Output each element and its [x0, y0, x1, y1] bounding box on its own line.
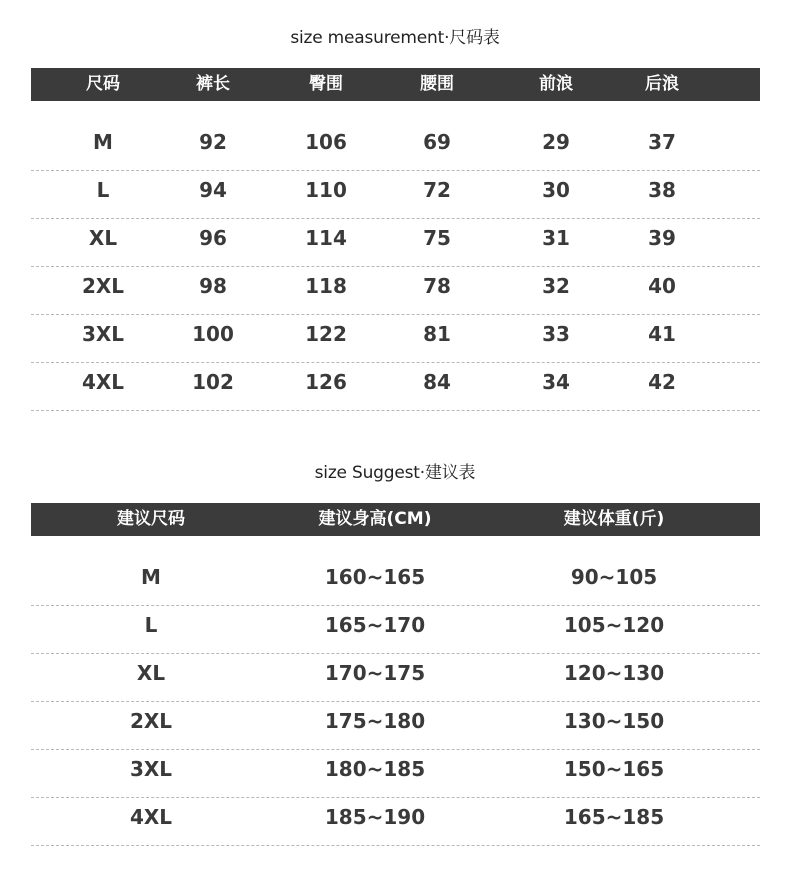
measurement-table-cell: 30 [542, 178, 570, 202]
suggest-table-cell: 3XL [129, 757, 173, 781]
measurement-table-title: size measurement·尺码表 [290, 28, 500, 48]
measurement-table-cell: M [93, 130, 113, 154]
suggest-table-cell: 4XL [129, 805, 173, 829]
suggest-table-cell: 160~165 [324, 565, 426, 589]
suggest-table-cell: 2XL [129, 709, 173, 733]
measurement-table-cell: 3XL [81, 322, 125, 346]
measurement-header-cell: 臀围 [309, 74, 343, 94]
measurement-table-cell: 39 [648, 226, 676, 250]
measurement-header-cell: 腰围 [420, 74, 454, 94]
measurement-table-cell: 38 [648, 178, 676, 202]
suggest-table-row [31, 797, 760, 846]
measurement-header-cell: 裤长 [196, 74, 230, 94]
measurement-table-cell: 94 [199, 178, 227, 202]
suggest-table-cell: M [141, 565, 161, 589]
measurement-header-cell: 前浪 [539, 74, 573, 94]
measurement-table-cell: 69 [423, 130, 451, 154]
measurement-table-row [31, 170, 760, 219]
measurement-table-cell: 100 [192, 322, 234, 346]
measurement-table-cell: 96 [199, 226, 227, 250]
measurement-table-cell: 32 [542, 274, 570, 298]
measurement-table-cell: 29 [542, 130, 570, 154]
measurement-table-cell: 110 [305, 178, 347, 202]
suggest-header-cell: 建议身高(CM) [318, 509, 432, 529]
measurement-table-cell: 42 [648, 370, 676, 394]
suggest-table-cell: 170~175 [324, 661, 426, 685]
measurement-table-row [31, 266, 760, 315]
measurement-table-row [31, 218, 760, 267]
measurement-table-cell: 40 [648, 274, 676, 298]
measurement-table-cell: 106 [305, 130, 347, 154]
measurement-table-cell: 78 [423, 274, 451, 298]
suggest-table-cell: 175~180 [324, 709, 426, 733]
measurement-table-cell: 41 [648, 322, 676, 346]
measurement-table-row [31, 122, 760, 171]
suggest-table-cell: 185~190 [324, 805, 426, 829]
measurement-table-cell: 81 [423, 322, 451, 346]
measurement-table-cell: 114 [305, 226, 347, 250]
measurement-table-cell: 33 [542, 322, 570, 346]
measurement-table-cell: 126 [305, 370, 347, 394]
measurement-table-cell: 98 [199, 274, 227, 298]
measurement-table-cell: 31 [542, 226, 570, 250]
suggest-table-cell: 150~165 [563, 757, 665, 781]
measurement-table-cell: 122 [305, 322, 347, 346]
measurement-table-cell: 118 [305, 274, 347, 298]
measurement-table-header [31, 68, 760, 101]
suggest-table-row [31, 749, 760, 798]
suggest-table-cell: 130~150 [563, 709, 665, 733]
measurement-header-cell: 尺码 [86, 74, 120, 94]
measurement-table-cell: 72 [423, 178, 451, 202]
suggest-table-cell: XL [136, 661, 166, 685]
suggest-table-cell: 180~185 [324, 757, 426, 781]
measurement-table-cell: L [96, 178, 110, 202]
suggest-table-cell: 120~130 [563, 661, 665, 685]
suggest-table-title: size Suggest·建议表 [314, 463, 476, 483]
measurement-table-cell: 102 [192, 370, 234, 394]
measurement-table-cell: 84 [423, 370, 451, 394]
measurement-table-cell: 2XL [81, 274, 125, 298]
suggest-table-cell: 165~185 [563, 805, 665, 829]
measurement-table-cell: 4XL [81, 370, 125, 394]
suggest-table-row [31, 701, 760, 750]
suggest-table-cell: L [144, 613, 158, 637]
suggest-table-cell: 165~170 [324, 613, 426, 637]
suggest-table-cell: 105~120 [563, 613, 665, 637]
measurement-header-cell: 后浪 [645, 74, 679, 94]
suggest-table-row [31, 605, 760, 654]
suggest-table-row [31, 557, 760, 606]
suggest-table-cell: 90~105 [570, 565, 658, 589]
suggest-table-row [31, 653, 760, 702]
measurement-table-row [31, 314, 760, 363]
measurement-table-cell: 34 [542, 370, 570, 394]
measurement-table-cell: 75 [423, 226, 451, 250]
suggest-header-cell: 建议体重(斤) [563, 509, 665, 529]
measurement-table-row [31, 362, 760, 411]
measurement-table-cell: XL [88, 226, 118, 250]
measurement-table-cell: 37 [648, 130, 676, 154]
suggest-table-header [31, 503, 760, 536]
suggest-header-cell: 建议尺码 [117, 509, 185, 529]
measurement-table-cell: 92 [199, 130, 227, 154]
